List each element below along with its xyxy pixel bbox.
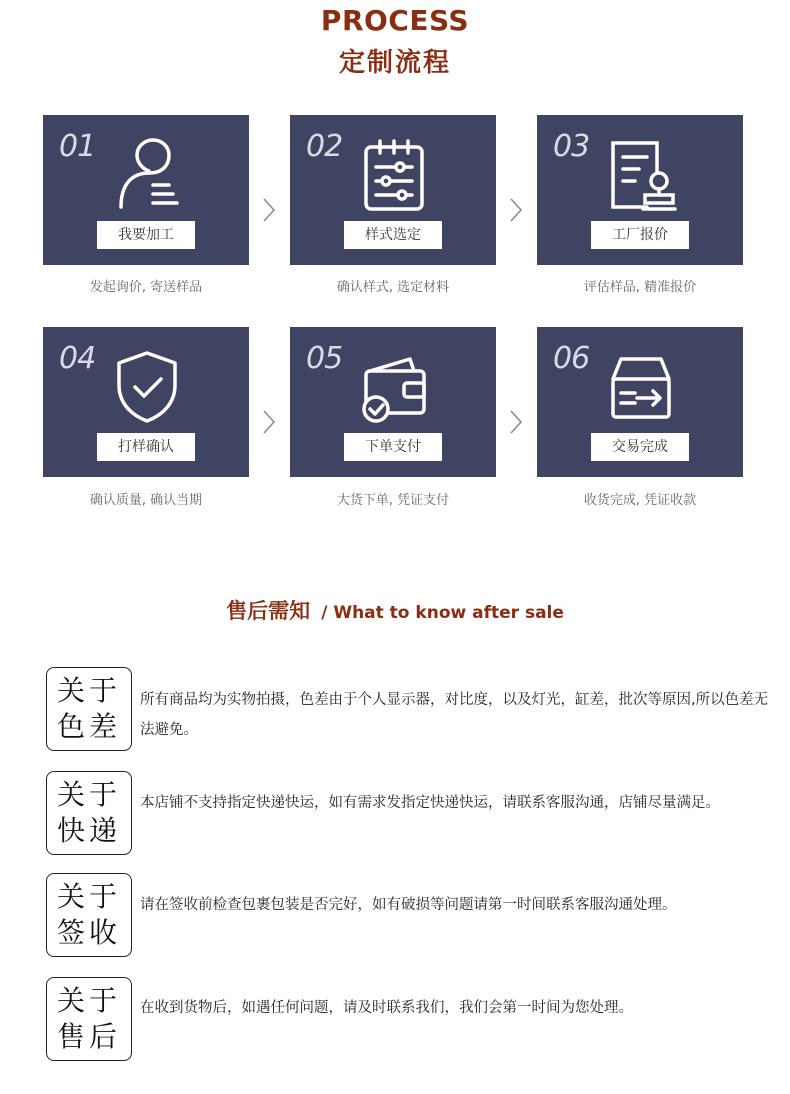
- note-tag-line2: 售后: [56, 1020, 121, 1053]
- step-caption: 大货下单, 凭证支付: [336, 493, 450, 508]
- step-caption: 发起询价, 寄送样品: [89, 280, 203, 295]
- note-tag-line2: 签收: [56, 916, 121, 949]
- note-tag-line1: 关于: [56, 880, 121, 913]
- note-text: 请在签收前检查包裹包装是否完好，如有破损等问题请第一时间联系客服沟通处理。: [140, 897, 677, 913]
- person-icon: [109, 137, 185, 213]
- note-tag-after-sale: [46, 977, 132, 1061]
- note-tag-receipt: [46, 873, 132, 957]
- note-tag-line1: 关于: [56, 674, 121, 707]
- step-number: 02: [306, 129, 343, 164]
- note-tag-line1: 关于: [56, 984, 121, 1017]
- step-label: 样式选定: [344, 221, 442, 249]
- step-number: 01: [59, 129, 96, 164]
- after-sale-title-en: / What to know after sale: [321, 603, 564, 623]
- note-tag-color-difference: [46, 667, 132, 751]
- chevron-right-icon: [508, 196, 524, 224]
- step-card-02: [290, 115, 496, 265]
- note-tag-line2: 色差: [56, 710, 121, 743]
- step-label: 我要加工: [97, 221, 195, 249]
- chevron-right-icon: [261, 408, 277, 436]
- chevron-right-icon: [261, 196, 277, 224]
- step-label: 工厂报价: [591, 221, 689, 249]
- step-label: 交易完成: [591, 433, 689, 461]
- step-number: 04: [59, 341, 96, 376]
- step-card-05: [290, 327, 496, 477]
- note-tag-line2: 快递: [56, 814, 121, 847]
- step-number: 03: [553, 129, 590, 164]
- step-caption: 确认样式, 选定材料: [336, 280, 450, 295]
- note-text: 所有商品均为实物拍摄，色差由于个人显示器，对比度，以及灯光，缸差，批次等原因,所以色差无法避免。: [140, 692, 769, 738]
- page-title-cn: 定制流程: [338, 48, 451, 78]
- clipboard-sliders-icon: [356, 137, 432, 213]
- step-caption: 评估样品, 精准报价: [583, 280, 697, 295]
- page-title-en: PROCESS: [320, 4, 470, 37]
- step-card-06: [537, 327, 743, 477]
- note-tag-shipping: [46, 771, 132, 855]
- wallet-check-icon: [356, 349, 432, 425]
- step-card-01: [43, 115, 249, 265]
- step-number: 06: [553, 341, 590, 376]
- step-card-03: [537, 115, 743, 265]
- after-sale-title-cn: 售后需知: [226, 599, 311, 623]
- step-caption: 确认质量, 确认当期: [89, 493, 203, 508]
- step-label: 打样确认: [97, 433, 195, 461]
- chevron-right-icon: [508, 408, 524, 436]
- after-sale-title: [0, 595, 790, 625]
- note-text: 在收到货物后，如遇任何问题，请及时联系我们，我们会第一时间为您处理。: [140, 1000, 633, 1016]
- step-number: 05: [306, 341, 343, 376]
- note-tag-line1: 关于: [56, 778, 121, 811]
- shield-check-icon: [109, 349, 185, 425]
- step-card-04: [43, 327, 249, 477]
- note-text: 本店铺不支持指定快递快运，如有需求发指定快递快运，请联系客服沟通，店铺尽量满足。: [140, 795, 720, 811]
- document-stamp-icon: [603, 137, 679, 213]
- box-arrow-icon: [603, 349, 679, 425]
- step-label: 下单支付: [344, 433, 442, 461]
- step-caption: 收货完成, 凭证收款: [583, 493, 697, 508]
